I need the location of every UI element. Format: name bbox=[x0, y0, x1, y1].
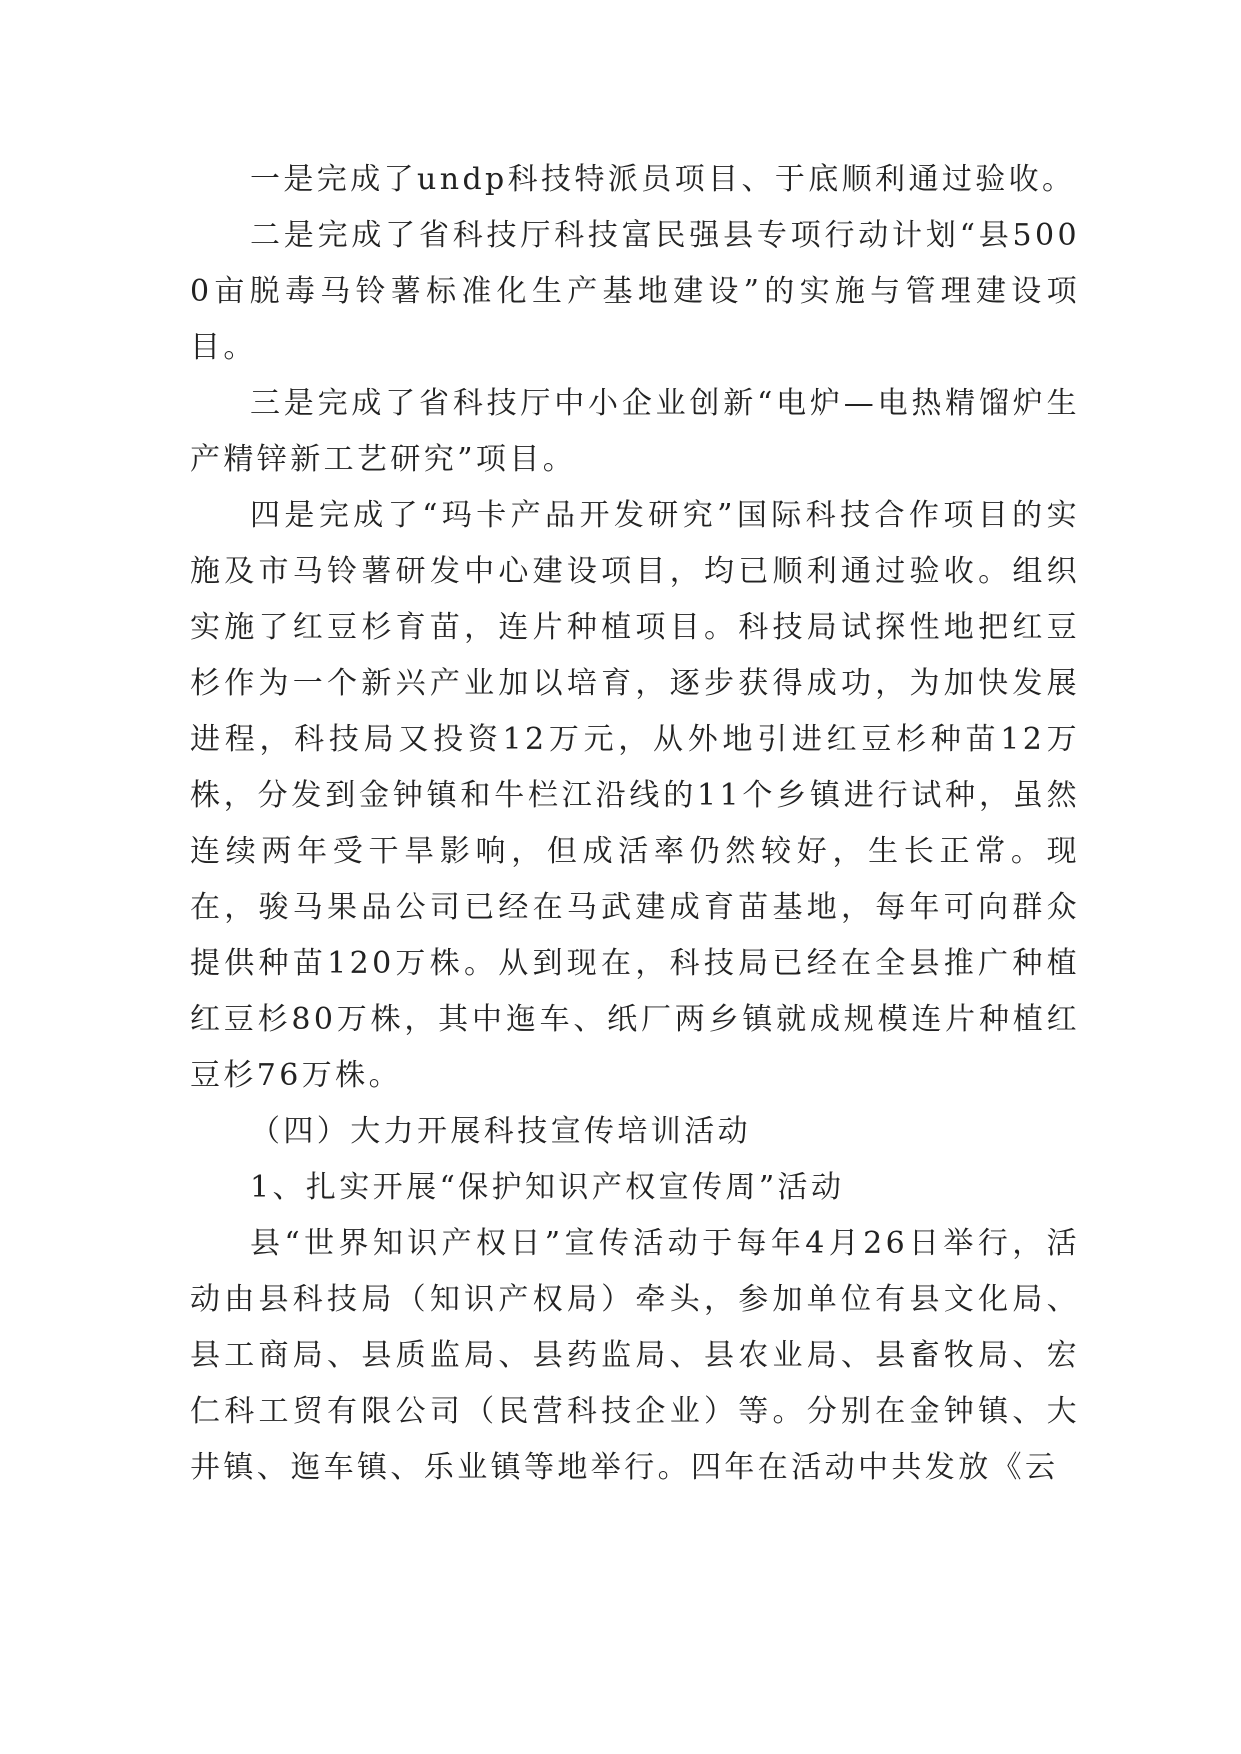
paragraph-1: 一是完成了undp科技特派员项目、于底顺利通过验收。 bbox=[250, 162, 1076, 197]
document-body bbox=[190, 152, 1080, 1496]
closing-paragraph: 县“世界知识产权日”宣传活动于每年4月26日举行，活动由县科技局（知识产权局）牵头，参加单位有县文化局、县工商局、县质监局、县药监局、县农业局、县畜牧局、宏仁科工贸有限公司（民营科技企业）等。分别在金钟镇、大井镇、迤车镇、乐业镇等地举行。四年在活动中共发放《云 bbox=[190, 1226, 1080, 1485]
subheading: 1、扎实开展“保护知识产权宣传周”活动 bbox=[250, 1170, 845, 1205]
paragraph-3: 三是完成了省科技厅中小企业创新“电炉—电热精馏炉生产精锌新工艺研究”项目。 bbox=[190, 386, 1080, 477]
section-heading: （四）大力开展科技宣传培训活动 bbox=[250, 1114, 751, 1149]
paragraph-2: 二是完成了省科技厅科技富民强县专项行动计划“县5000亩脱毒马铃薯标准化生产基地建设”的实施与管理建设项目。 bbox=[190, 218, 1080, 365]
paragraph-4: 四是完成了“玛卡产品开发研究”国际科技合作项目的实施及市马铃薯研发中心建设项目，均已顺利通过验收。组织实施了红豆杉育苗，连片种植项目。科技局试探性地把红豆杉作为一个新兴产业加以培育，逐步获得成功，为加快发展进程，科技局又投资12万元，从外地引进红豆杉种苗12万株，分发到金钟镇和牛栏江沿线的11个乡镇进行试种，虽然连续两年受干旱影响，但成活率仍然较好，生长正常。现在，骏马果品公司已经在马武建成育苗基地，每年可向群众提供种苗120万株。从到现在，科技局已经在全县推广种植红豆杉80万株，其中迤车、纸厂两乡镇就成规模连片种植红豆杉76万株。 bbox=[190, 498, 1080, 1093]
